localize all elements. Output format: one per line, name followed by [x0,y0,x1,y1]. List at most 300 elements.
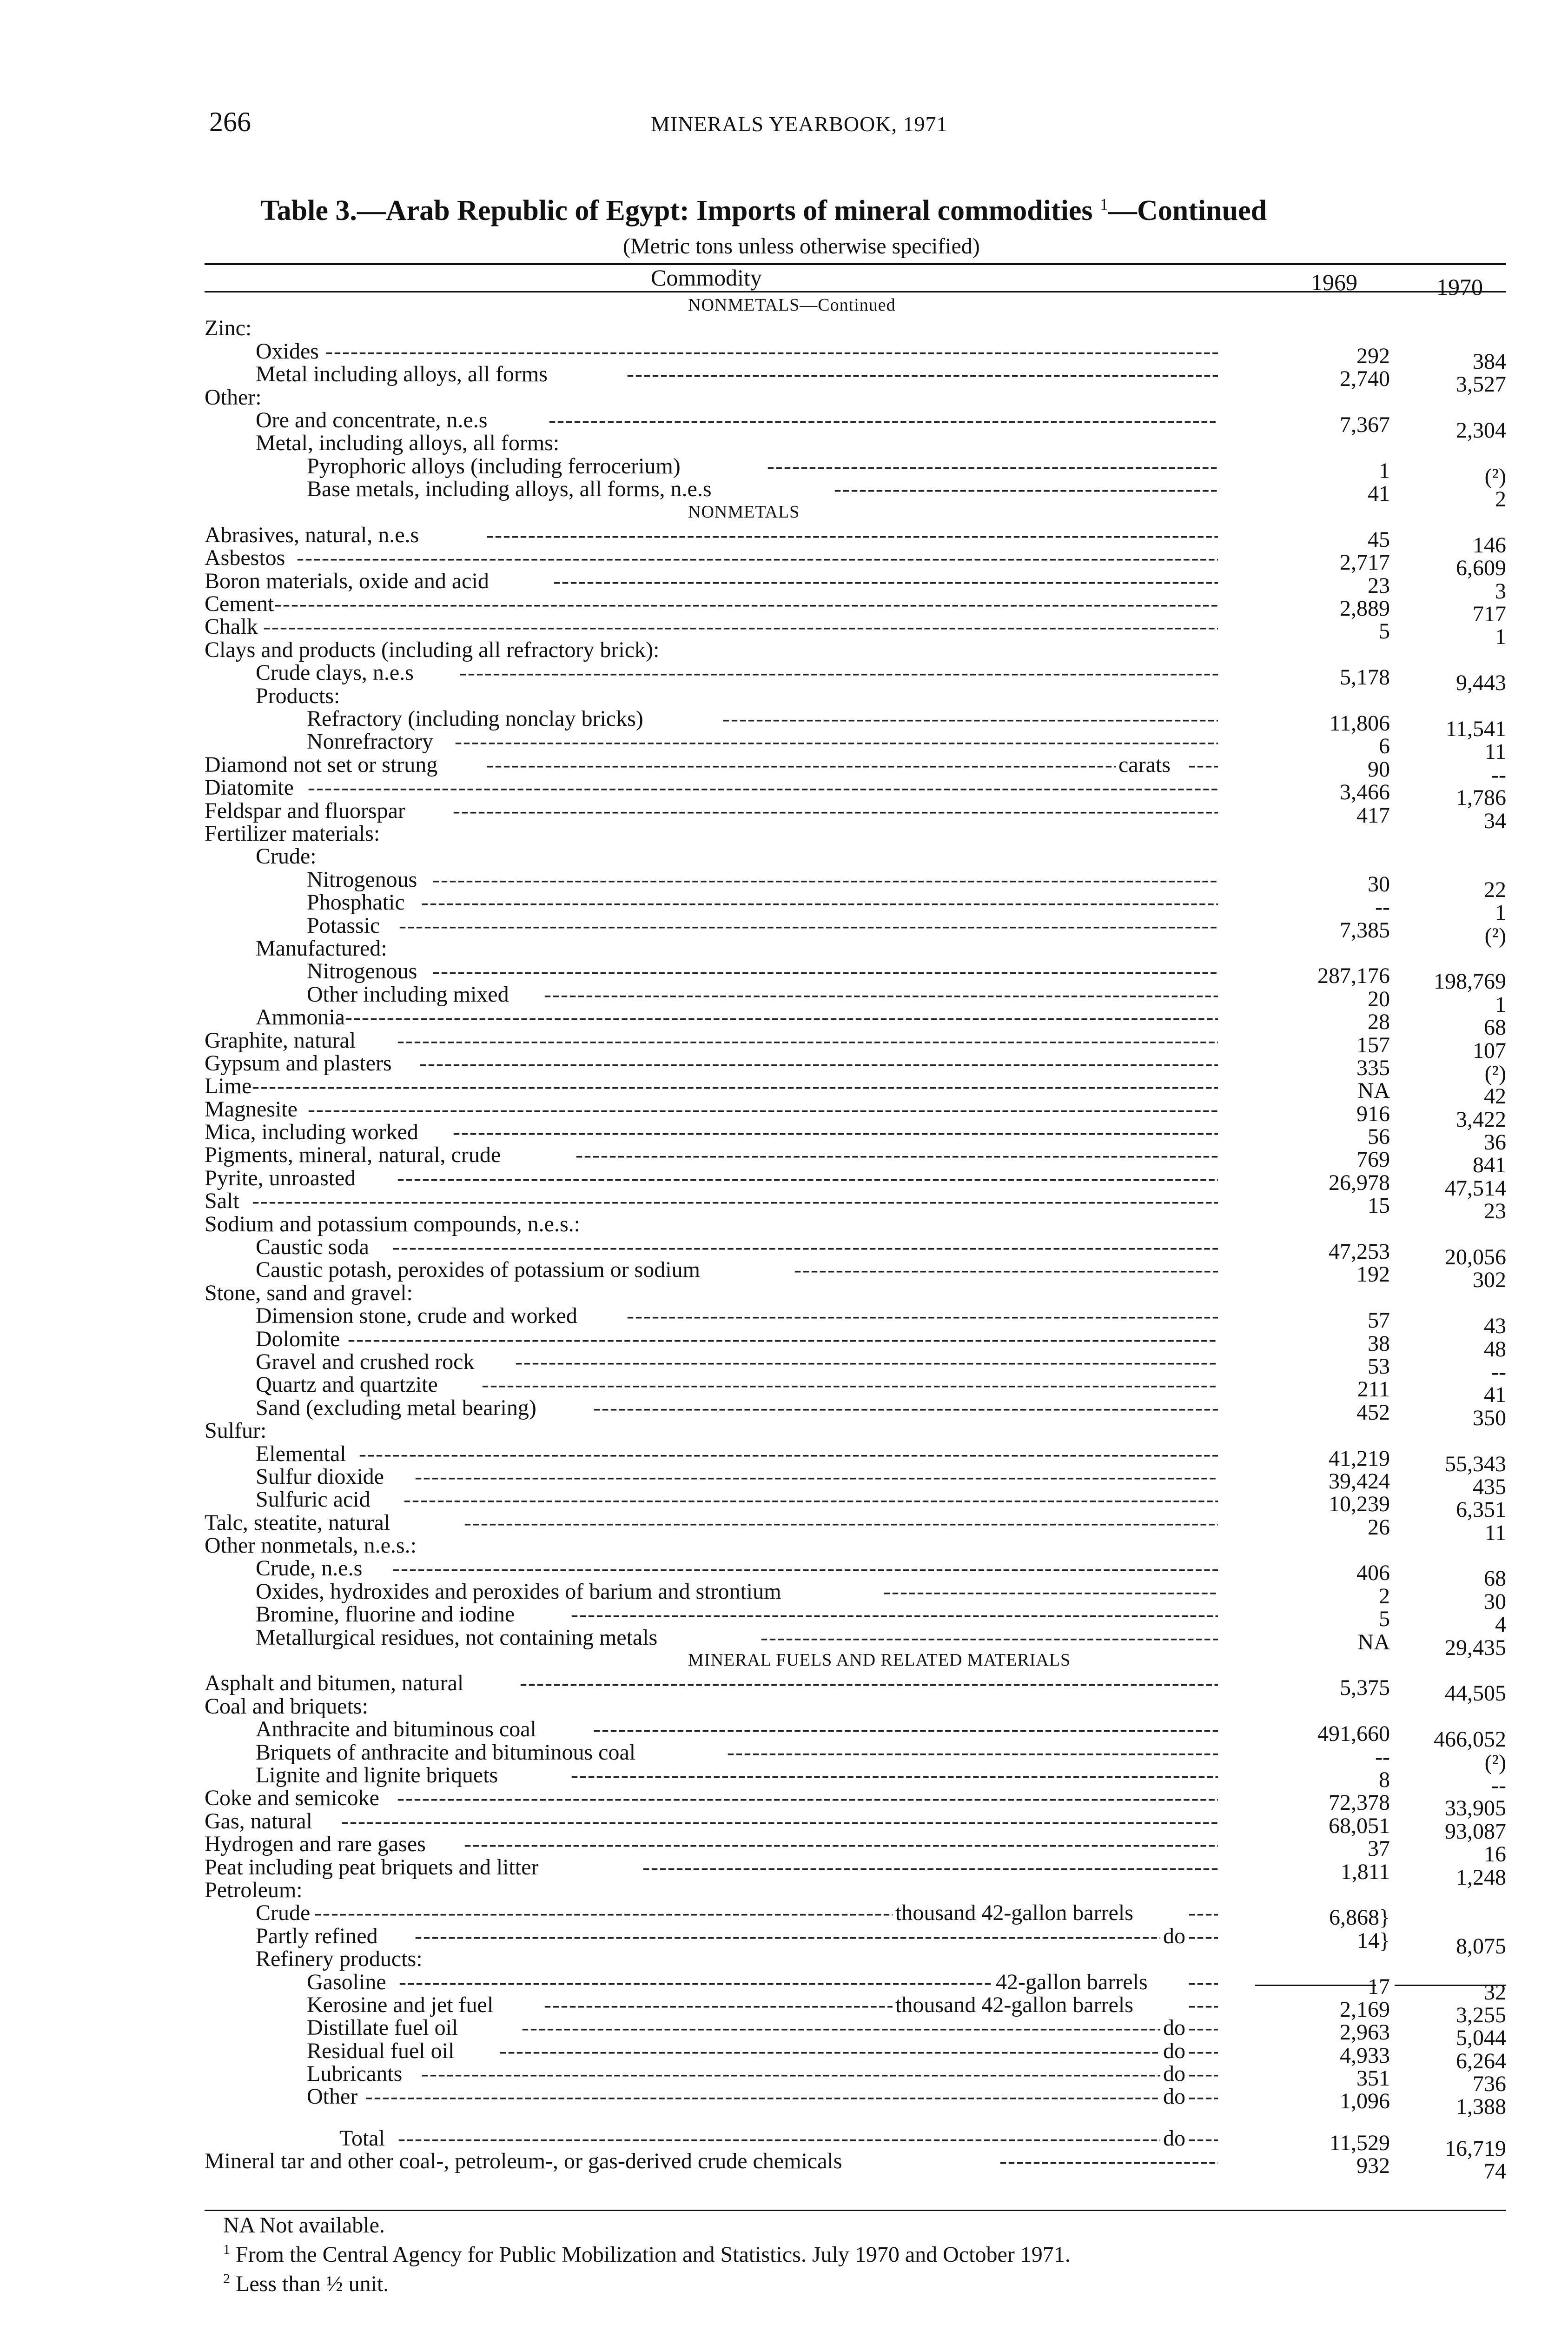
commodity-label: Oxides [256,339,319,364]
dot-leader [761,1626,1218,1649]
value-1969: 5,178 [1340,665,1390,690]
dot-leader [459,661,1218,684]
dot-leader [252,1075,1218,1097]
value-1969: 211 [1357,1377,1390,1402]
commodity-label: Gasoline [307,1969,386,1994]
value-1969: 6 [1379,734,1390,759]
commodity-label: Diamond not set or strung [205,752,438,777]
column-header-1970: 1970 [1436,274,1483,300]
value-1970: 198,769 [1434,969,1506,994]
value-1970: 1 [1495,624,1506,650]
dot-leader [397,1029,1218,1052]
value-1970: 74 [1484,2159,1506,2184]
dot-leader [499,2039,1160,2062]
footnote-2 [223,2267,1071,2296]
table-row [205,913,1506,948]
value-1970: 30 [1484,1589,1506,1614]
dot-leader [308,776,1218,799]
table-row [205,317,1506,339]
commodity-label: Caustic soda [256,1235,369,1260]
value-1970: 6,264 [1456,2048,1506,2073]
table-row [205,890,1506,925]
commodity-label: Total [339,2126,385,2151]
value-1969: 72,378 [1329,1790,1390,1815]
commodity-label: Other including mixed [307,982,509,1007]
dot-leader [1188,1993,1218,2016]
commodity-label: Pyrophoric alloys (including ferrocerium) [307,453,681,478]
table-row [205,638,1506,661]
table-row [205,937,1506,960]
commodity-label: Anthracite and bituminous coal [256,1717,536,1742]
table-row [205,407,1506,443]
section-heading [205,501,1506,524]
dot-leader [549,409,1218,432]
table-spacer [205,2108,1506,2127]
dot-leader [398,2127,1160,2150]
commodity-label: Nitrogenous [307,959,417,984]
value-1969: 2,889 [1340,596,1390,621]
table-row [205,1213,1506,1236]
unit-label: carats [1118,752,1171,777]
value-1970: 33,905 [1445,1796,1506,1821]
dot-leader [553,570,1218,592]
value-1969: 2,963 [1340,2020,1390,2045]
value-1970: 41 [1484,1382,1506,1408]
commodity-label: Boron materials, oxide and acid [205,568,489,593]
dot-leader [252,1189,1218,1212]
unit-label: do [1163,2015,1185,2040]
commodity-label: Cement [205,591,274,617]
commodity-label: Pigments, mineral, natural, crude [205,1143,501,1168]
commodity-label: Crude: [256,844,317,869]
table-row [205,1671,1506,1706]
commodity-label: Residual fuel oil [307,2038,455,2063]
value-1970: 93,087 [1445,1819,1506,1844]
value-1969: 14} [1356,1928,1390,1953]
value-1970: (²) [1484,1061,1506,1086]
value-1969: 932 [1356,2153,1390,2179]
value-1969: 287,176 [1317,963,1390,989]
commodity-label: Stone, sand and gravel: [205,1280,413,1305]
dot-leader [834,478,1218,500]
table-subtitle: (Metric tons unless otherwise specified) [623,234,980,259]
value-1969: 30 [1368,871,1390,897]
table-row [205,2149,1506,2184]
table-row [205,1534,1506,1557]
table-row [205,684,1506,707]
commodity-label: Feldspar and fluorspar [205,798,405,823]
table-row [205,453,1506,489]
value-1969: 2,169 [1340,1997,1390,2022]
value-1970: -- [1491,762,1506,787]
value-1969: 47,253 [1329,1239,1390,1264]
value-1970: 44,505 [1445,1681,1506,1706]
commodity-label: Gypsum and plasters [205,1050,392,1076]
commodity-label: Metallurgical residues, not containing metals [256,1625,658,1650]
value-1969: 406 [1356,1561,1390,1586]
value-1970: 8,075 [1456,1933,1506,1959]
dot-leader [453,799,1218,822]
dot-leader [522,2016,1160,2039]
unit-label: do [1163,2126,1185,2151]
dot-leader [325,340,1218,363]
commodity-label: Metal including alloys, all forms [256,362,548,387]
value-1969: 8 [1379,1767,1390,1792]
dot-leader [308,1098,1218,1121]
table-title-text: Table 3.—Arab Republic of Egypt: Imports of mineral commodities [260,195,1093,226]
value-1969: 26,978 [1329,1170,1390,1195]
value-1969: 4,933 [1340,2043,1390,2068]
value-1970: 1,786 [1456,785,1506,810]
footnote-2-text: Less than ½ unit. [236,2272,389,2296]
table-title [260,194,1267,227]
dot-leader [576,1143,1218,1166]
commodity-label: Mineral tar and other coal-, petroleum-, or gas-derived crude chemicals [205,2149,842,2174]
dot-leader [464,1511,1218,1534]
value-1969: 335 [1356,1055,1390,1080]
value-1970: 384 [1473,349,1506,374]
section-heading [205,1649,1506,1672]
value-1970: 29,435 [1445,1635,1506,1660]
commodity-label: Elemental [256,1441,346,1466]
dot-leader [627,363,1218,385]
dot-leader [392,1557,1218,1580]
dot-leader [1188,2039,1218,2062]
dot-leader [399,914,1218,937]
commodity-label: Gravel and crushed rock [256,1349,475,1374]
table-row [205,1717,1506,1752]
page-header [209,106,1353,139]
value-1970: 4 [1495,1612,1506,1637]
dot-leader [359,1442,1218,1465]
dot-leader [1188,1971,1218,1993]
value-1969: 20 [1368,986,1390,1011]
table-row [205,1487,1506,1522]
dot-leader [337,1006,1218,1029]
table-row [205,867,1506,902]
dot-leader [348,1328,1218,1350]
value-1969: 1,811 [1340,1859,1390,1884]
dot-leader [544,1993,893,2016]
table-row [205,1096,1506,1132]
dot-leader [432,868,1218,891]
dot-leader [419,1052,1218,1075]
dot-leader [399,1971,993,1993]
dot-leader [1188,2062,1218,2085]
unit-label: 42-gallon barrels [996,1969,1148,1994]
dot-leader [593,1718,1218,1740]
table-row [205,1419,1506,1442]
table-row [205,959,1506,994]
table-row [205,1282,1506,1304]
value-1969: 38 [1368,1331,1390,1356]
footnote-2-mark: 2 [223,2271,230,2286]
value-1969: 1,096 [1340,2089,1390,2114]
value-1969: -- [1375,1744,1390,1769]
value-1969: 192 [1356,1262,1390,1287]
table-row [205,775,1506,810]
value-1969: 7,367 [1340,412,1390,437]
commodity-label: Graphite, natural [205,1028,356,1053]
table-row [205,752,1506,787]
table-row [205,798,1506,833]
commodity-label: Petroleum: [205,1877,303,1902]
page-number: 266 [209,106,251,137]
commodity-label: Lubricants [307,2061,403,2086]
unit-label: do [1163,2038,1185,2063]
value-1970: 6,609 [1456,556,1506,581]
value-1969: 769 [1356,1147,1390,1172]
table-row [205,1464,1506,1499]
table-row [205,1602,1506,1637]
value-1970: 3,527 [1456,372,1506,397]
value-1969: 10,239 [1329,1492,1390,1517]
value-1970: 68 [1484,1566,1506,1591]
dot-leader [486,753,1116,776]
dot-leader [515,1350,1218,1373]
value-1970: 435 [1473,1474,1506,1499]
commodity-label: Manufactured: [256,936,387,961]
value-1970: (²) [1484,1750,1506,1775]
value-1970: 1 [1495,900,1506,925]
dot-leader [421,891,1218,914]
commodity-label: Other [307,2084,358,2109]
dot-leader [727,1741,1218,1764]
value-1969: 41 [1368,481,1390,506]
commodity-label: Products: [256,683,340,708]
dot-leader [263,615,1218,638]
table-row [205,845,1506,868]
commodity-label: Talc, steatite, natural [205,1510,390,1535]
commodity-label: Bromine, fluorine and iodine [256,1602,515,1627]
dot-leader [1188,2127,1218,2150]
dot-leader [571,1764,1218,1787]
unit-label: do [1163,1923,1185,1948]
commodity-label: Caustic potash, peroxides of potassium or sodium [256,1257,700,1282]
commodity-label: Fertilizer materials: [205,821,380,846]
value-1969: 5 [1379,1607,1390,1632]
commodity-label: Chalk [205,614,258,639]
partial-sum-rule-1970 [1395,1985,1506,1986]
table-row [205,1992,1506,2027]
dot-leader [392,1236,1218,1258]
commodity-label: Magnesite [205,1096,298,1122]
dot-leader [432,960,1218,983]
value-1969: 292 [1356,343,1390,368]
dot-leader [593,1396,1218,1419]
dot-leader [1188,1901,1218,1924]
partial-sum-rule-1969 [1255,1985,1376,1986]
table-row [205,339,1506,374]
section-heading-label: NONMETALS [688,502,800,522]
value-1970: 32 [1484,1980,1506,2005]
value-1970: 55,343 [1445,1451,1506,1476]
commodity-label: Diatomite [205,775,294,800]
table-row [205,982,1506,1017]
value-1969: 23 [1368,573,1390,598]
value-1970: 146 [1473,532,1506,558]
commodity-label: Sulfur: [205,1418,267,1443]
value-1970: 736 [1473,2072,1506,2097]
value-1969: 491,660 [1317,1721,1390,1747]
commodity-label: Sodium and potassium compounds, n.e.s.: [205,1211,580,1236]
value-1969: 1 [1379,458,1390,483]
value-1969: 53 [1368,1354,1390,1379]
dot-leader [397,1787,1218,1809]
value-1969: 3,466 [1340,780,1390,805]
value-1969: 56 [1368,1124,1390,1149]
commodity-label: Dimension stone, crude and worked [256,1303,577,1329]
value-1969: -- [1375,895,1390,920]
value-1969: 2,717 [1340,550,1390,575]
table-row [205,1879,1506,1901]
commodity-label: Nonrefractory [307,729,433,754]
table-row [205,386,1506,409]
value-1970: 107 [1473,1038,1506,1063]
value-1969: 41,219 [1329,1446,1390,1471]
commodity-label: Base metals, including alloys, all forms, n.e.s [307,477,712,502]
value-1969: 45 [1368,527,1390,552]
dot-leader [520,1672,1218,1694]
dot-leader [794,1258,1218,1281]
unit-label: do [1163,2084,1185,2109]
value-1970: 47,514 [1445,1176,1506,1201]
commodity-label: Refractory (including nonclay bricks) [307,706,643,731]
value-1970: 302 [1473,1268,1506,1293]
value-1969: 7,385 [1340,917,1390,943]
commodity-label: Gas, natural [205,1808,312,1833]
value-1969: 5,375 [1340,1675,1390,1701]
value-1970: 841 [1473,1153,1506,1178]
commodity-label: Asbestos [205,545,285,571]
commodity-label: Nitrogenous [307,867,417,892]
table-row [205,1556,1506,1591]
dot-leader [297,546,1218,569]
commodity-label: Ammonia [256,1005,345,1030]
table-row [205,1510,1506,1545]
value-1970: 36 [1484,1130,1506,1155]
title-footnote-marker: 1 [1100,195,1108,214]
value-1970: 9,443 [1456,671,1506,696]
dot-leader [642,1856,1218,1879]
value-1969: 351 [1356,2066,1390,2091]
table-row [205,1695,1506,1718]
value-1969: 39,424 [1329,1468,1390,1494]
value-1969: 2 [1379,1583,1390,1608]
running-head: MINERALS YEARBOOK, 1971 [651,112,948,136]
commodity-label: Crude clays, n.e.s [256,660,414,685]
value-1970: 16 [1484,1842,1506,1867]
value-1969: 11,529 [1329,2130,1390,2155]
commodity-label: Potassic [307,913,380,938]
commodity-label: Abrasives, natural, n.e.s [205,522,419,547]
value-1970: 5,044 [1456,2026,1506,2051]
value-1970: 6,351 [1456,1497,1506,1522]
commodity-label: Briquets of anthracite and bituminous coal [256,1740,636,1765]
table-bottom-rule [205,2210,1506,2211]
dot-leader [1188,753,1218,776]
value-1969: 37 [1368,1836,1390,1861]
commodity-label: Refinery products: [256,1946,423,1972]
commodity-label: Coke and semicoke [205,1786,379,1811]
table-row [205,1579,1506,1614]
commodity-label: Lime [205,1074,252,1099]
commodity-label: Zinc: [205,316,252,341]
table-row [205,1120,1506,1155]
header-bottom-rule [205,291,1506,292]
value-1970: 3 [1495,578,1506,604]
value-1970: 43 [1484,1314,1506,1339]
value-1969: 6,868} [1329,1905,1390,1930]
value-1970: 2,304 [1456,418,1506,443]
value-1970: 20,056 [1445,1245,1506,1270]
value-1969: 15 [1368,1193,1390,1218]
value-1969: 157 [1356,1032,1390,1057]
commodity-label: Crude [256,1900,311,1926]
value-1970: 1,248 [1456,1865,1506,1890]
commodity-label: Distillate fuel oil [307,2015,458,2040]
footnote-1-text: From the Central Agency for Public Mobilization and Statistics. July 1970 and October 1971. [236,2242,1071,2267]
value-1970: (²) [1484,464,1506,489]
value-1970: -- [1491,1359,1506,1384]
value-1970: 42 [1484,1084,1506,1109]
table-row [205,1947,1506,1970]
footnote-1-mark: 1 [223,2242,230,2257]
value-1969: 452 [1356,1400,1390,1425]
commodity-label: Peat including peat briquets and litter [205,1854,539,1880]
footnotes [223,2213,1071,2296]
unit-label: thousand 42-gallon barrels [895,1900,1133,1926]
dot-leader [1188,2085,1218,2108]
value-1970: (²) [1484,923,1506,948]
commodity-label: Coal and briquets: [205,1694,368,1719]
commodity-label: Lignite and lignite briquets [256,1763,498,1787]
value-1970: 717 [1473,602,1506,627]
commodity-label: Quartz and quartzite [256,1372,438,1397]
commodity-label: Asphalt and bitumen, natural [205,1671,464,1696]
value-1970: 350 [1473,1405,1506,1430]
commodity-label: Crude, n.e.s [256,1556,363,1581]
dot-leader [722,707,1218,730]
column-header-1969: 1969 [1311,269,1357,295]
section-heading-label: NONMETALS—Continued [688,295,896,315]
dot-leader [453,1121,1218,1143]
dot-leader [999,2150,1218,2172]
table-row [205,2126,1506,2161]
commodity-label: Pyrite, unroasted [205,1165,356,1190]
dot-leader [314,1901,893,1924]
dot-leader [1188,2016,1218,2039]
value-1970: 11 [1484,739,1506,764]
value-1969: 916 [1356,1101,1390,1126]
value-1969: 57 [1368,1308,1390,1333]
table-row [205,432,1506,454]
dot-leader [455,730,1218,753]
table-row [205,1005,1506,1040]
table-row [205,822,1506,845]
commodity-label: Other: [205,385,262,410]
commodity-label: Ore and concentrate, n.e.s [256,407,488,432]
value-1969: 68,051 [1329,1813,1390,1838]
commodity-label: Clays and products (including all refractory brick): [205,637,660,662]
value-1969: 17 [1368,1974,1390,1999]
table-body [205,294,1506,2184]
footnote-1 [223,2238,1071,2267]
value-1969: NA [1357,1078,1390,1103]
footnote-na: NA Not available. [223,2213,385,2238]
commodity-label: Hydrogen and rare gases [205,1832,426,1857]
value-1970: 34 [1484,808,1506,833]
